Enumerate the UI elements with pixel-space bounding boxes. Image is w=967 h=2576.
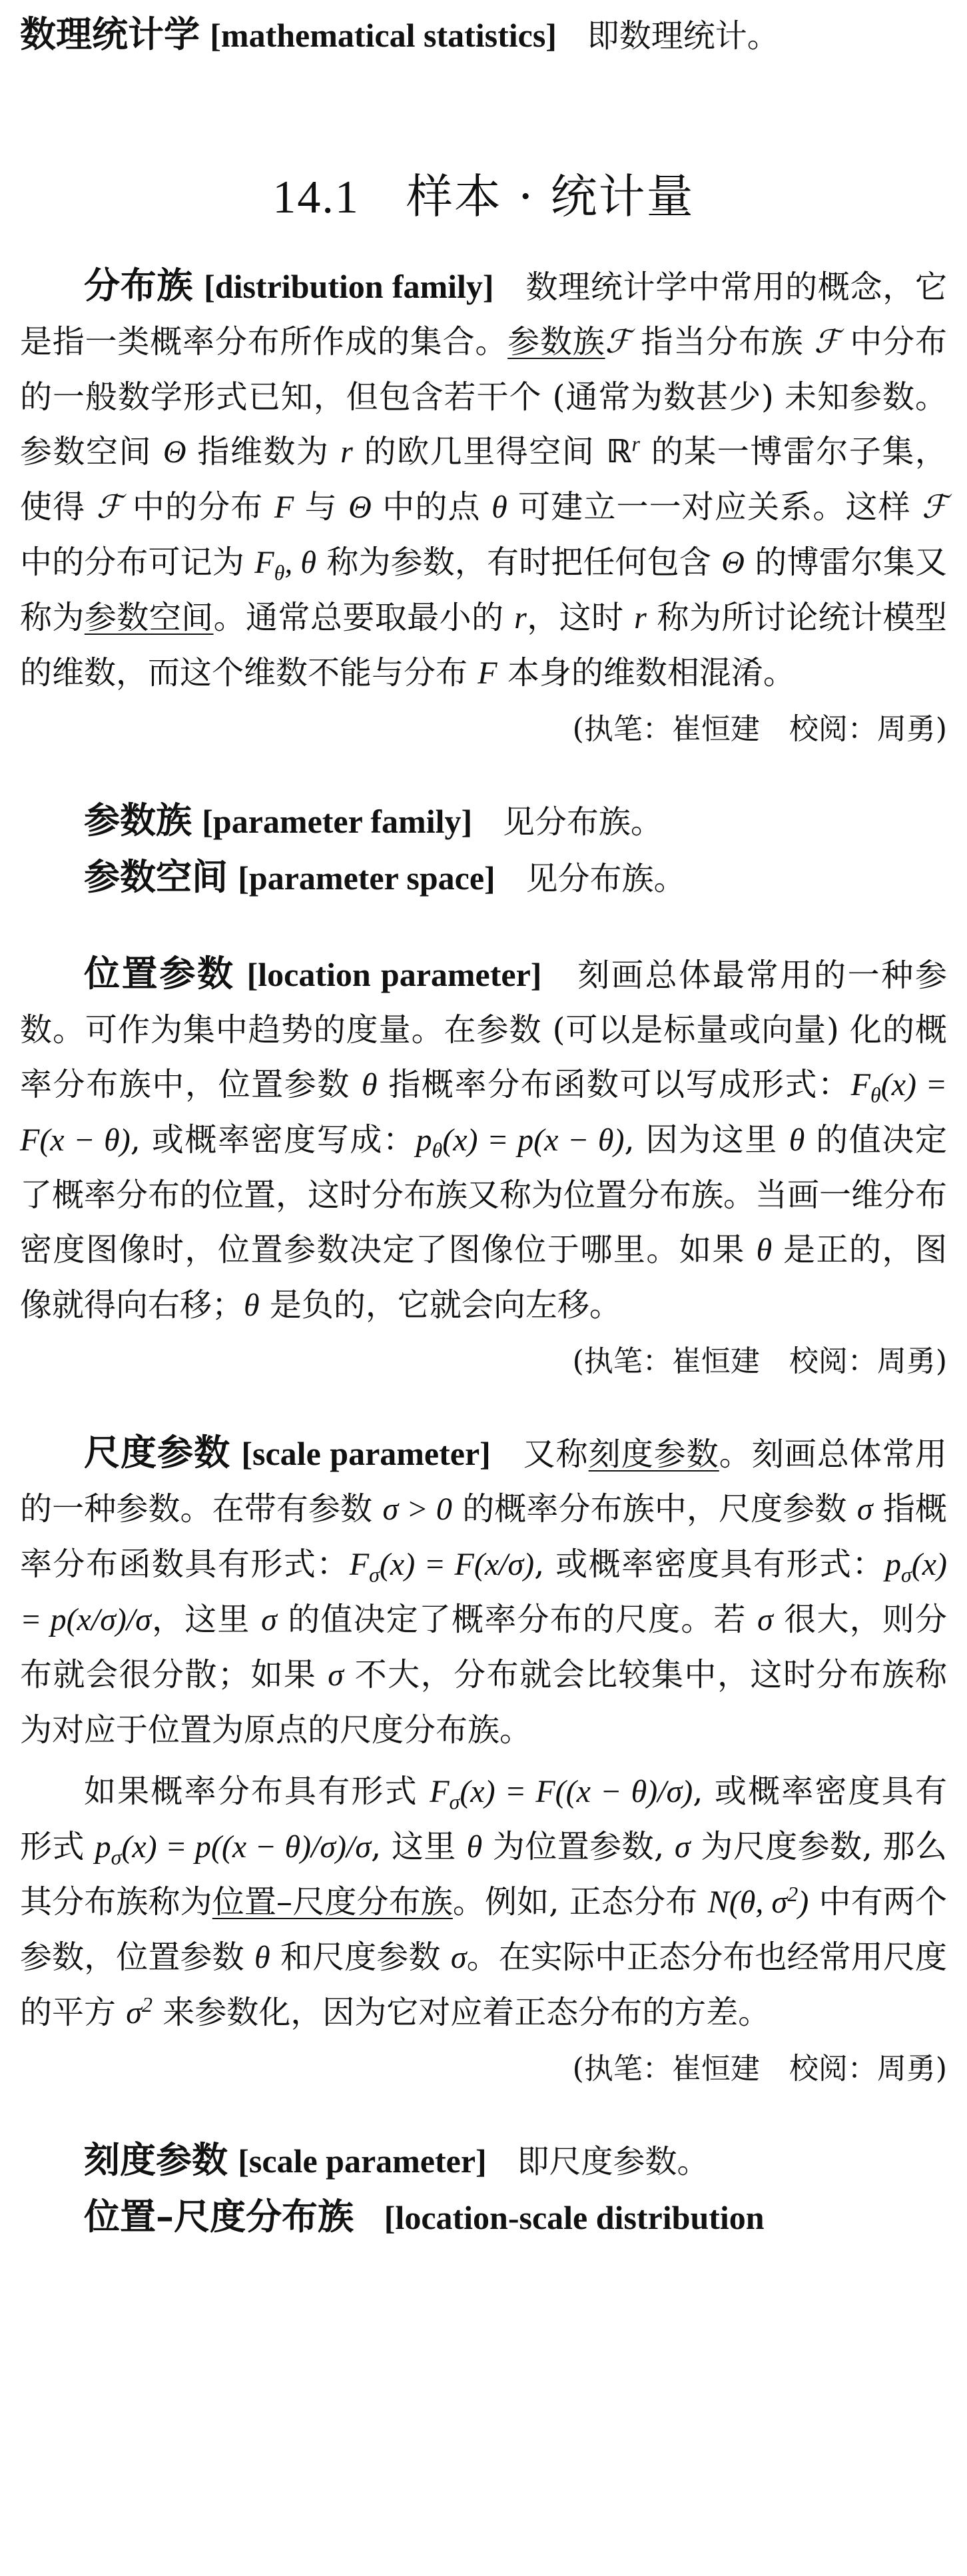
text: 可建立一一对应关系。这样 — [518, 488, 911, 526]
text: ，这里 — [151, 1601, 250, 1638]
entry-english: [location parameter] — [246, 956, 542, 993]
entry-term: 尺度参数 — [84, 1431, 231, 1474]
entry-definition: 见分布族。 — [525, 860, 686, 897]
entry-term: 位置参数 — [84, 952, 235, 995]
text: 中的分布可记为 — [20, 544, 244, 581]
text: 不大，分布就会比较集中，这时分布族称为对应于位置为原点的尺度分布族。 — [20, 1656, 947, 1749]
entry-term: 数理统计学 — [20, 13, 200, 55]
entry-location-scale-family — [20, 2189, 947, 2246]
text: 。在实际中正态分布也经常用尺度的平方 — [20, 1938, 947, 2031]
entry-parameter-family — [20, 793, 947, 849]
text: 指当分布族 — [641, 323, 804, 360]
section-heading — [20, 163, 947, 231]
section-title: 样本 · 统计量 — [406, 169, 695, 224]
text: 数理统计学中常用的概念，它是指一类概率分布所作成的集合。 — [20, 268, 947, 360]
section-number: 14.1 — [272, 172, 360, 223]
text: 指维数为 — [197, 433, 330, 470]
link-parameter-family[interactable]: 参数族 — [507, 323, 605, 360]
author-signature: (执笔：崔恒建 校阅：周勇) — [572, 1344, 947, 1378]
entry-english: [location-scale distribution — [384, 2199, 765, 2236]
text: 称为所讨论统计模型的维数，而这个维数不能与分布 — [20, 599, 947, 691]
text: 为尺度参数, 那么其分布族称为 — [20, 1828, 947, 1921]
entry-definition: 即数理统计。 — [587, 17, 779, 55]
entry-parameter-space — [20, 849, 947, 906]
text: 为位置参数, — [492, 1828, 665, 1865]
text: 。通常总要取最小的 — [213, 599, 504, 636]
text: 又称 — [523, 1436, 589, 1473]
entry-english: [parameter family] — [202, 803, 473, 840]
text: 的博雷尔集又称为 — [20, 544, 947, 636]
entry-location-parameter: 位置参数 [location parameter] 刻画总体最常用的一种参数。可作为集中趋势的度量。在参数 (可以是标量或向量) 化的概率分布族中，位置参数 θ 指概率分布函数可以写成形式：$F_\theta(x) = F(x - \theta)$, 或概率密度写成：$p_\theta(x) = p(x - \theta)$, 因为这里 θ 的值决定了概率分布的位置，这时分布族又称为位置分布族。当画一维分布密度图像时，位置参数决定了图像位于哪里。如果 θ 是正的，图像就得向右移；θ 是负的，它就会向左移。 — [20, 952, 948, 1324]
link-scale-alias[interactable]: 刻度参数 — [588, 1436, 719, 1473]
text: 。例如, 正态分布 — [452, 1883, 698, 1921]
text: 的值决定了概率分布的位置，这时分布族又称为位置分布族。当画一维分布密度图像时，位置参数决定了图像位于哪里。如果 — [20, 1121, 948, 1268]
entry-english: [scale parameter] — [241, 1435, 491, 1472]
text: , 或概率密度写成： — [130, 1121, 416, 1158]
text: , 或概率密度具有形式： — [534, 1545, 885, 1583]
text: 中的分布 — [132, 488, 264, 526]
author-signature: (执笔：崔恒建 校阅：周勇) — [572, 712, 947, 746]
scale-paragraph-2: 如果概率分布具有形式 $F_\sigma(x) = F((x - \theta)/\sigma)$, 或概率密度具有形式 $p_\sigma(x) = p((x - \theta)/\sigma)/\sigma$, 这里 θ 为位置参数, σ 为尺度参数, 那么其分布族称为位置–尺度分布族。例如, 正态分布 N(θ, $\sigma^2$) 中有两个参数，位置参数 θ 和尺度参数 σ。在实际中正态分布也经常用尺度的平方 $\sigma^2$ 来参数化，因为它对应着正态分布的方差。 — [20, 1773, 947, 2031]
text: 中有两个参数，位置参数 — [20, 1883, 947, 1976]
link-location-scale-family[interactable]: 位置–尺度分布族 — [212, 1883, 453, 1921]
entry-scale-parameter: 尺度参数 [scale parameter] 又称刻度参数。刻画总体常用的一种参数。在带有参数 σ > 0 的概率分布族中，尺度参数 σ 指概率分布函数具有形式：$F_\sigma(x) = F(x/\sigma)$, 或概率密度具有形式：$p_\sigma(x) = p(x/\sigma)/\sigma$，这里 σ 的值决定了概率分布的尺度。若 σ 很大，则分布就会很分散；如果 σ 不大，分布就会比较集中，这时分布族称为对应于位置为原点的尺度分布族。 — [20, 1431, 948, 1749]
text: 很大，则分布就会很分散；如果 — [20, 1601, 948, 1693]
text: 是正的，图像就得向右移； — [20, 1231, 947, 1324]
text: 。刻画总体常用的一种参数。在带有参数 — [20, 1436, 947, 1527]
text: 称为参数，有时把任何包含 — [326, 544, 711, 581]
entry-english: [distribution family] — [204, 268, 494, 305]
text: , 或概率密度具有形式 — [20, 1773, 947, 1865]
text: 本身的维数相混淆。 — [507, 654, 795, 691]
author-signature: (执笔：崔恒建 校阅：周勇) — [572, 2052, 947, 2086]
text: 和尺度参数 — [280, 1938, 441, 1976]
entry-english: [parameter space] — [238, 859, 495, 897]
text: 刻画总体最常用的一种参数。可作为集中趋势的度量。在参数 (可以是标量或向量) 化的概率分布族中，位置参数 — [20, 957, 947, 1103]
text: 的值决定了概率分布的尺度。若 — [288, 1601, 747, 1638]
link-parameter-space[interactable]: 参数空间 — [84, 599, 214, 636]
text: 的某一博雷尔子集，使得 — [20, 433, 947, 526]
text: 指概率分布函数具有形式： — [20, 1490, 947, 1583]
entry-term: 参数族 — [84, 799, 192, 841]
entry-term: 位置–尺度分布族 — [84, 2195, 354, 2238]
text: 是负的，它就会向左移。 — [269, 1286, 621, 1324]
entry-term: 参数空间 — [84, 855, 228, 898]
entry-term: 刻度参数 — [84, 2138, 228, 2181]
text: 与 — [304, 488, 338, 526]
entry-english: [scale parameter] — [238, 2142, 487, 2180]
entry-english: [mathematical statistics] — [210, 17, 557, 54]
document-page — [20, 0, 947, 2246]
text: 指概率分布函数可以写成形式： — [388, 1066, 851, 1103]
text: 中的点 — [382, 488, 481, 526]
entry-math-statistics — [20, 7, 947, 63]
entry-definition: 见分布族。 — [502, 803, 663, 841]
text: ，这时 — [526, 599, 624, 636]
text: 来参数化，因为它对应着正态分布的方差。 — [162, 1994, 771, 2031]
entry-definition: 即尺度参数。 — [517, 2143, 709, 2180]
entry-distribution-family: 分布族 [distribution family] 数理统计学中常用的概念，它是指一类概率分布所作成的集合。参数族ℱ 指当分布族 ℱ 中分布的一般数学形式已知，但包含若干个 (通常为数甚少) 未知参数。参数空间 Θ 指维数为 r 的欧几里得空间 ℝ$^r$ 的某一博雷尔子集，使得 ℱ 中的分布 F 与 Θ 中的点 θ 可建立一一对应关系。这样 ℱ 中的分布可记为 $F_\theta$, θ 称为参数，有时把任何包含 Θ 的博雷尔集又称为参数空间。通常总要取最小的 r，这时 r 称为所讨论统计模型的维数，而这个维数不能与分布 F 本身的维数相混淆。 — [20, 264, 947, 691]
text: 如果概率分布具有形式 — [84, 1773, 418, 1810]
text: 的欧几里得空间 — [364, 433, 595, 470]
text: , 这里 — [371, 1828, 456, 1865]
text: 因为这里 — [645, 1121, 778, 1158]
text: 的概率分布族中，尺度参数 — [462, 1490, 847, 1527]
text: 中分布的一般数学形式已知，但包含若干个 (通常为数甚少) 未知参数。参数空间 — [20, 323, 947, 470]
entry-term: 分布族 — [84, 264, 194, 306]
entry-scale-alias — [20, 2132, 947, 2189]
